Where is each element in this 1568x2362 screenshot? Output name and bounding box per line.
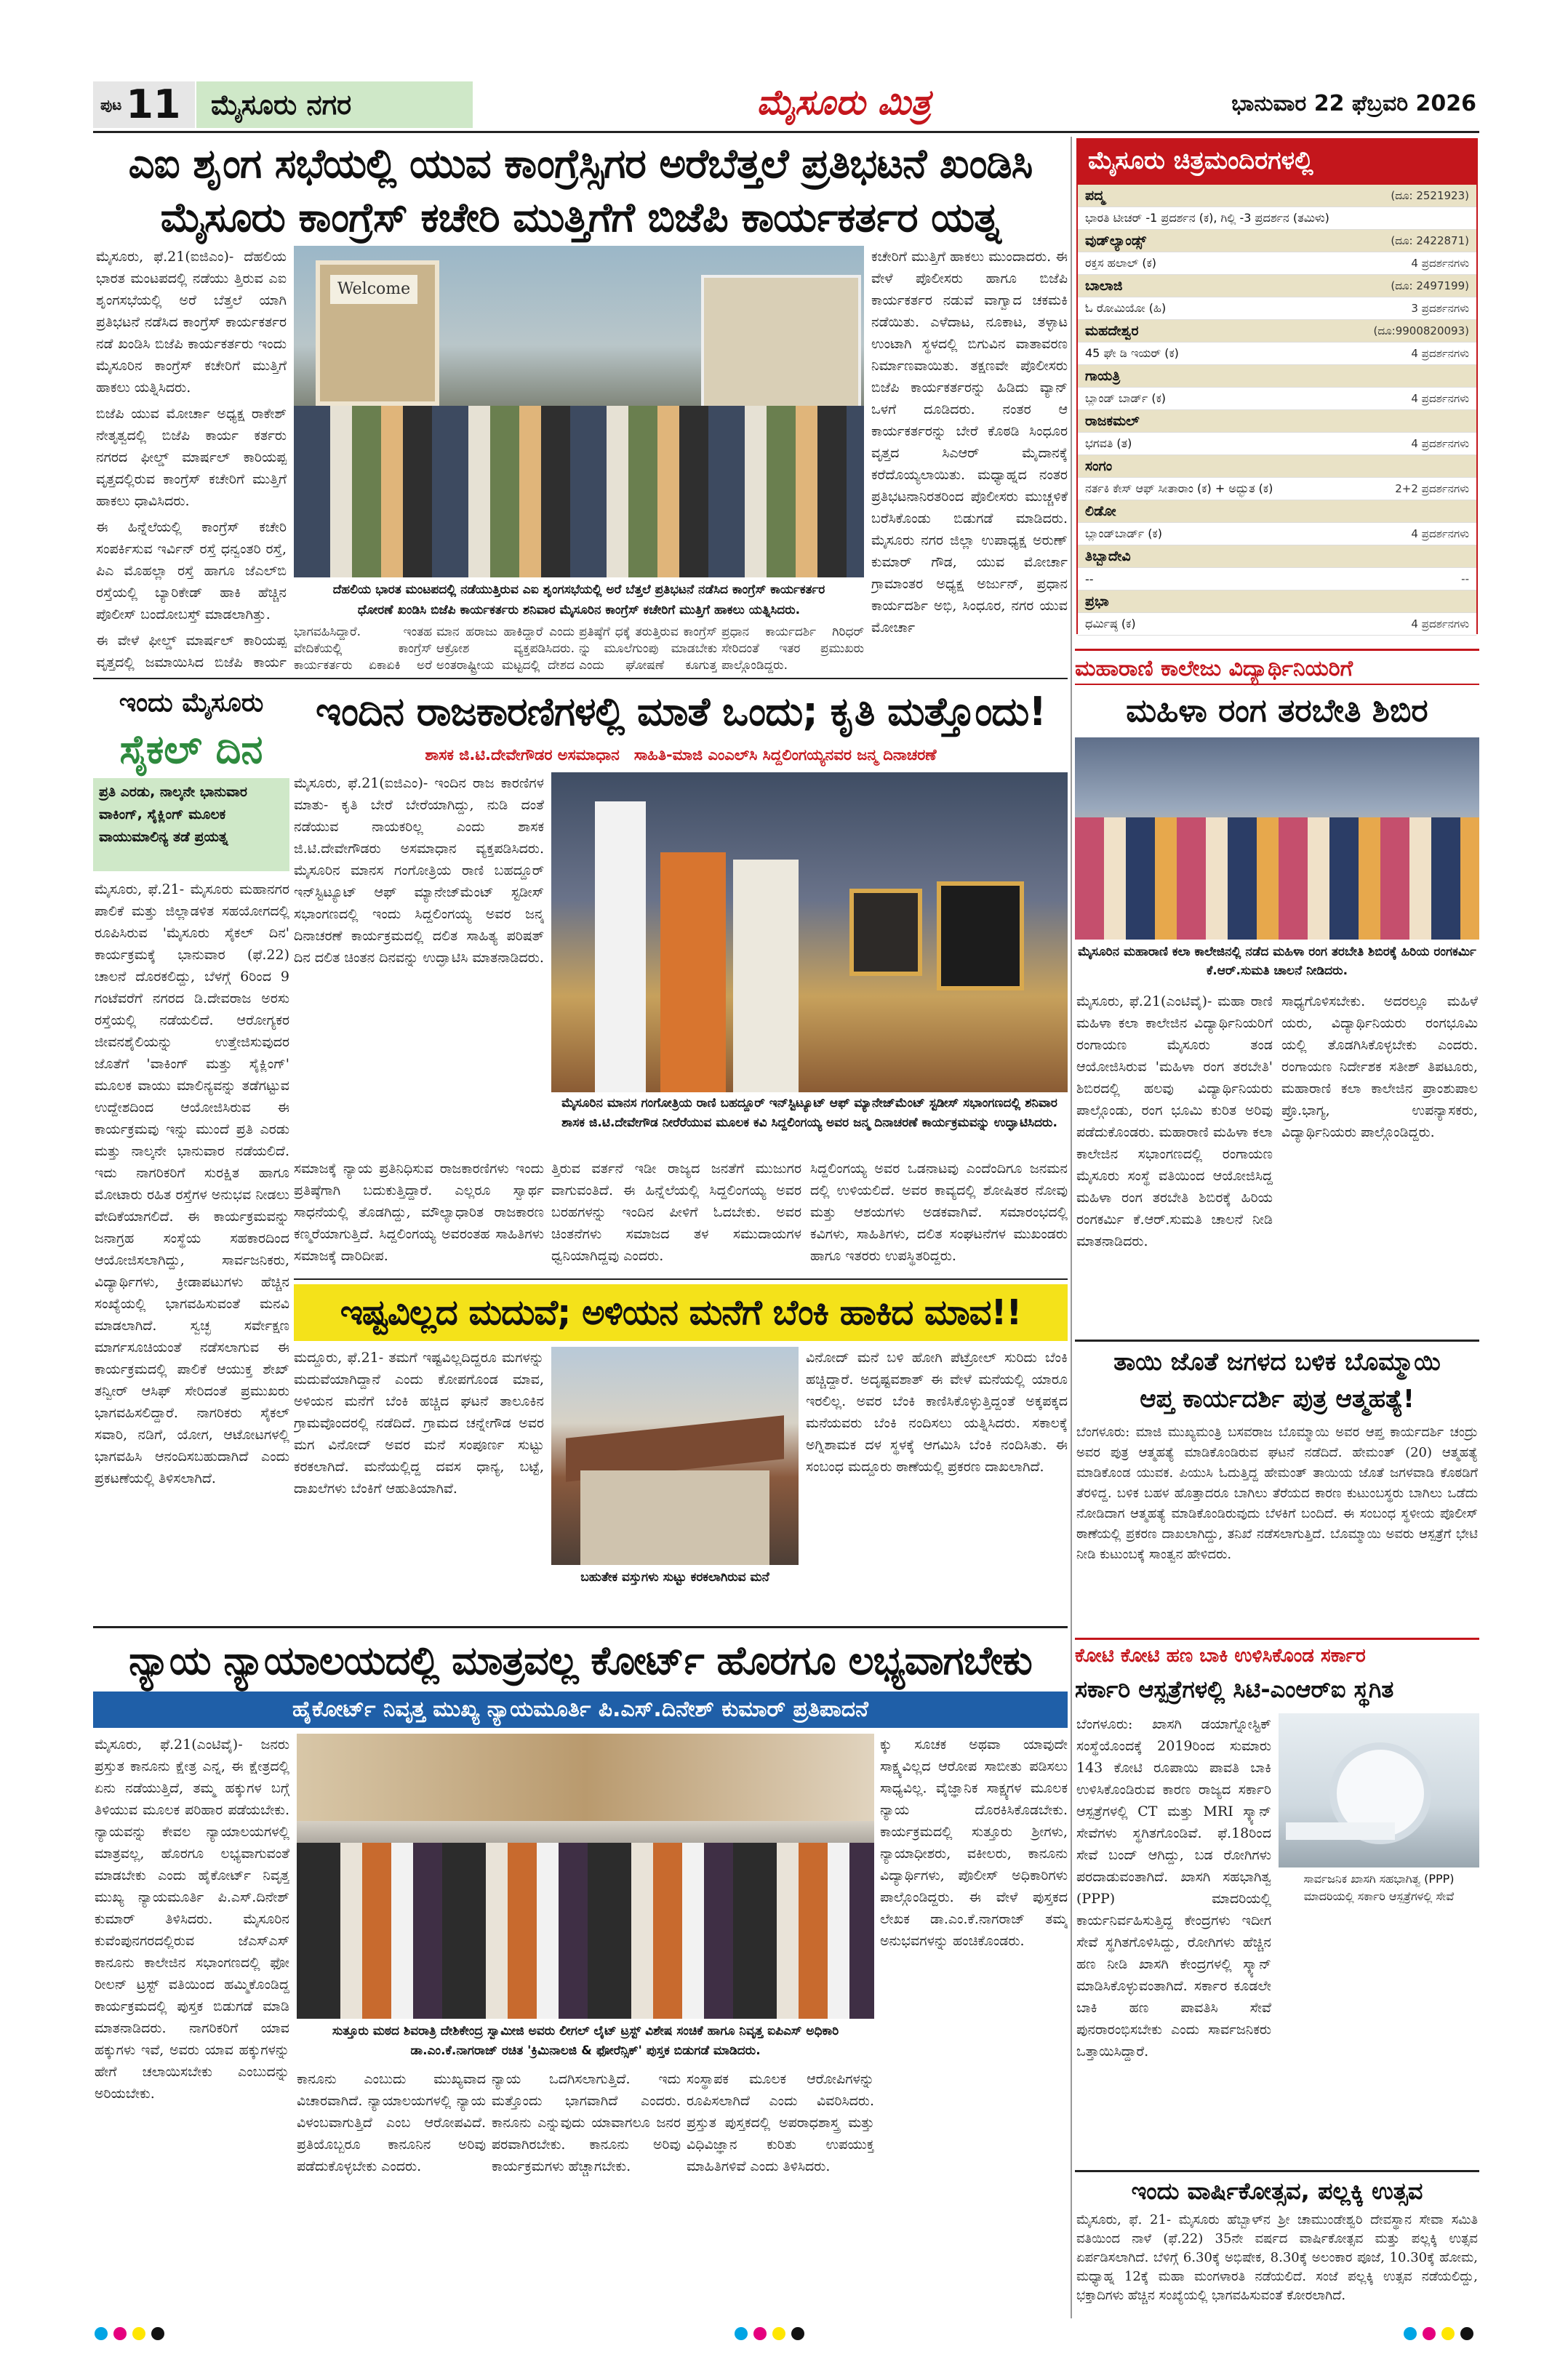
- cycle-deck: ಪ್ರತಿ ಎರಡು, ನಾಲ್ಕನೇ ಭಾನುವಾರ ವಾಕಿಂಗ್, ಸೈಕ್ಲಿಂಗ್ ಮೂಲಕ ವಾಯುಮಾಲಿನ್ಯ ತಡೆ ಪ್ರಯತ್ನ: [93, 778, 289, 871]
- hospitals-body: ಬೆಂಗಳೂರು: ಖಾಸಗಿ ಡಯಾಗ್ನೋಸ್ಟಿಕ್ ಸಂಸ್ಥೆಯೊಂದಕ್ಕೆ 2019ರಿಂದ ಸುಮಾರು 143 ಕೋಟಿ ರೂಪಾಯಿ ಪಾವತಿ ಬಾಕಿ ಉಳಿಸಿಕೊಂಡಿರುವ ಕಾರಣ ರಾಜ್ಯದ ಸರ್ಕಾರಿ ಆಸ್ಪತ್ರೆಗಳಲ್ಲಿ CT ಮತ್ತು MRI ಸ್ಕ್ಯಾನ್ ಸೇವೆಗಳು ಸ್ಥಗಿತಗೊಂಡಿವೆ. ಫೆ.18ರಿಂದ ಸೇವೆ ಬಂದ್ ಆಗಿದ್ದು, ಬಡ ರೋಗಿಗಳು ಪರದಾಡುವಂತಾಗಿದೆ. ಖಾಸಗಿ ಸಹಭಾಗಿತ್ವ (PPP) ಮಾದರಿಯಲ್ಲಿ ಕಾರ್ಯನಿರ್ವಹಿಸುತ್ತಿದ್ದ ಕೇಂದ್ರಗಳು ಇದೀಗ ಸೇವೆ ಸ್ಥಗಿತಗೊಳಿಸಿದ್ದು, ರೋಗಿಗಳು ಹೆಚ್ಚಿನ ಹಣ ನೀಡಿ ಖಾಸಗಿ ಕೇಂದ್ರಗಳಲ್ಲಿ ಸ್ಕ್ಯಾನ್ ಮಾಡಿಸಿಕೊಳ್ಳುವಂತಾಗಿದೆ. ಸರ್ಕಾರ ಕೂಡಲೇ ಬಾಕಿ ಹಣ ಪಾವತಿಸಿ ಸೇವೆ ಪುನರಾರಂಭಿಸಬೇಕು ಎಂದು ಸಾರ್ವಜನಿಕರು ಒತ್ತಾಯಿಸಿದ್ದಾರೆ.: [1076, 1716, 1271, 2059]
- justice-col-5: ಕ್ಕು ಸೂಚಕ ಅಥವಾ ಯಾವುದೇ ಸಾಕ್ಷ್ಯವಿಲ್ಲದ ಆರೋಪ ಸಾಬೀತು ಪಡಿಸಲು ಸಾಧ್ಯವಿಲ್ಲ. ವೈಜ್ಞಾನಿಕ ಸಾಕ್ಷ್ಯಗಳ ಮೂಲಕ ನ್ಯಾಯ ದೊರಕಿಸಿಕೊಡಬೇಕು. ಕಾರ್ಯಕ್ರಮದಲ್ಲಿ ಸುತ್ತೂರು ಶ್ರೀಗಳು, ನ್ಯಾಯಾಧೀಶರು, ವಕೀಲರು, ಕಾನೂನು ವಿದ್ಯಾರ್ಥಿಗಳು, ಪೊಲೀಸ್ ಅಧಿಕಾರಿಗಳು ಪಾಲ್ಗೊಂಡಿದ್ದರು. ಈ ವೇಳೆ ಪುಸ್ತಕದ ಲೇಖಕ ಡಾ.ಎಂ.ಕೆ.ನಾಗರಾಜ್ ತಮ್ಮ ಅನುಭವಗಳನ್ನು ಹಂಚಿಕೊಂಡರು.: [880, 1737, 1068, 1949]
- divider-lead-right: [1071, 137, 1072, 2318]
- cinema-title: ಮೈಸೂರು ಚಿತ್ರಮಂದಿರಗಳಲ್ಲಿ: [1076, 138, 1478, 183]
- politics-deck-2: ಸಾಹಿತಿ-ಮಾಜಿ ಎಂಎಲ್‌ಸಿ ಸಿದ್ದಲಿಂಗಯ್ಯನವರ ಜನ್ಮ ದಿನಾಚರಣೆ: [633, 746, 937, 764]
- cinema-film-row: [1078, 297, 1476, 320]
- registration-dot-yellow-1: [132, 2327, 145, 2340]
- cinema-film-row: [1078, 433, 1476, 455]
- cinema-film-row: [1078, 252, 1476, 275]
- cinema-row-info: 4 ಪ್ರದರ್ಶನಗಳು: [1411, 617, 1469, 630]
- maharani-kicker: ಮಹಾರಾಣಿ ಕಾಲೇಜು ವಿದ್ಯಾರ್ಥಿನಿಯರಿಗೆ: [1075, 649, 1479, 685]
- politics-caption: ಮೈಸೂರಿನ ಮಾನಸ ಗಂಗೋತ್ರಿಯ ರಾಣಿ ಬಹದ್ದೂರ್ ಇನ್‌ಸ್ಟಿಟ್ಯೂಟ್ ಆಫ್ ಮ್ಯಾನೇಜ್‌ಮೆಂಟ್ ಸ್ಟಡೀಸ್ ಸಭಾಂಗಣದಲ್ಲಿ ಶನಿವಾರ ಶಾಸಕ ಜಿ.ಟಿ.ದೇವೇಗೌಡ ನೀರೆರೆಯುವ ಮೂಲಕ ಕವಿ ಸಿದ್ದಲಿಂಗಯ್ಯ ಅವರ ಜನ್ಮ ದಿನಾಚರಣೆ ಕಾರ್ಯಕ್ರಮವನ್ನು ಉದ್ಘಾಟಿಸಿದರು.: [561, 1096, 1057, 1130]
- lead-headline-1: ಎಐ ಶೃಂಗ ಸಭೆಯಲ್ಲಿ ಯುವ ಕಾಂಗ್ರೆಸ್ಸಿಗರ ಅರೆಬೆತ್ತಲೆ ಪ್ರತಿಭಟನೆ ಖಂಡಿಸಿ: [128, 140, 1033, 188]
- issue-date: ಭಾನುವಾರ 22 ಫೆಬ್ರವರಿ 2026: [1231, 91, 1476, 116]
- cinema-row-info: 3 ಪ್ರದರ್ಶನಗಳು: [1411, 302, 1469, 315]
- cinema-row-name: ಓ ರೋಮಿಯೋ (ಹಿ): [1085, 301, 1167, 315]
- cinema-list: [1076, 183, 1478, 634]
- cinema-theatre-row: [1078, 185, 1476, 207]
- cinema-film-row: [1078, 478, 1476, 500]
- cinema-row-name: --: [1085, 572, 1094, 586]
- lead-p1: ಮೈಸೂರು, ಫೆ.21(ಐಜಿಎಂ)- ದೆಹಲಿಯ ಭಾರತ ಮಂಟಪದಲ್ಲಿ ನಡೆಯು ತ್ತಿರುವ ಎಐ ಶೃಂಗಸಭೆಯಲ್ಲಿ ಅರೆ ಬೆತ್ತಲೆ ಯಾಗಿ ಪ್ರತಿಭಟನೆ ನಡೆಸಿದ ಕಾಂಗ್ರೆಸ್ ಕಾರ್ಯಕರ್ತರ ನಡೆ ಖಂಡಿಸಿ ಬಿಜೆಪಿ ಕಾರ್ಯಕರ್ತರು ಇಂದು ಮೈಸೂರಿನ ಕಾಂಗ್ರೆಸ್ ಕಚೇರಿಗೆ ಮುತ್ತಿಗೆ ಹಾಕಲು ಯತ್ನಿಸಿದರು.: [96, 249, 287, 396]
- lead-p2: ಬಿಜೆಪಿ ಯುವ ಮೋರ್ಚಾ ಅಧ್ಯಕ್ಷ ರಾಕೇಶ್ ನೇತೃತ್ವದಲ್ಲಿ ಬಿಜೆಪಿ ಕಾರ್ಯ ಕರ್ತರು ನಗರದ ಫೀಲ್ಡ್ ಮಾರ್ಷಲ್ ಕಾರಿಯಪ್ಪ ವೃತ್ತದಲ್ಲಿರುವ ಕಾಂಗ್ರೆಸ್ ಕಚೇರಿಗೆ ಮುತ್ತಿಗೆ ಹಾಕಲು ಧಾವಿಸಿದರು.: [96, 406, 287, 509]
- hospitals-caption: ಸಾರ್ವಜನಿಕ ಖಾಸಗಿ ಸಹಭಾಗಿತ್ವ (PPP) ಮಾದರಿಯಲ್ಲಿ ಸರ್ಕಾರಿ ಆಸ್ಪತ್ರೆಗಳಲ್ಲಿ ಸೇವೆ: [1303, 1872, 1455, 1903]
- cinema-film-row: [1078, 523, 1476, 545]
- paper-logo: ಮೈಸೂರು ಮಿತ್ರ: [756, 82, 931, 123]
- lead-p4: ಈ ವೇಳೆ ಫೀಲ್ಡ್ ಮಾರ್ಷಲ್ ಕಾರಿಯಪ್ಪ ವೃತ್ತದಲ್ಲಿ ಜಮಾಯಿಸಿದ ಬಿಜೆಪಿ ಕಾರ್ಯ: [96, 633, 287, 670]
- hospitals-headline: ಸರ್ಕಾರಿ ಆಸ್ಪತ್ರೆಗಳಲ್ಲಿ ಸಿಟಿ-ಎಂಆರ್‌ಐ ಸ್ಥಗಿತ: [1075, 1676, 1394, 1703]
- marriage-col-2: ವಿನೋದ್ ಮನೆ ಬಳಿ ಹೋಗಿ ಪೆಟ್ರೋಲ್ ಸುರಿದು ಬೆಂಕಿ ಹಚ್ಚಿದ್ದಾರೆ. ಅದೃಷ್ಟವಶಾತ್ ಈ ವೇಳೆ ಮನೆಯಲ್ಲಿ ಯಾರೂ ಇರಲಿಲ್ಲ. ಅವರ ಬೆಂಕಿ ಕಾಣಿಸಿಕೊಳ್ಳುತ್ತಿದ್ದಂತೆ ಅಕ್ಕಪಕ್ಕದ ಮನೆಯವರು ಬೆಂಕಿ ನಂದಿಸಲು ಯತ್ನಿಸಿದರು. ಸಕಾಲಕ್ಕೆ ಅಗ್ನಿಶಾಮಕ ದಳ ಸ್ಥಳಕ್ಕೆ ಆಗಮಿಸಿ ಬೆಂಕಿ ನಂದಿಸಿತು. ಈ ಸಂಬಂಧ ಮದ್ದೂರು ಠಾಣೆಯಲ್ಲಿ ಪ್ರಕರಣ ದಾಖಲಾಗಿದೆ.: [806, 1350, 1068, 1475]
- cinema-row-info: 4 ಪ್ರದರ್ಶನಗಳು: [1411, 347, 1469, 360]
- cinema-row-name: ರಕ್ತಸ ಹಲಾಲ್ (ಕ): [1085, 256, 1157, 270]
- lead-photo: [294, 246, 864, 577]
- politics-col-3: ಸಿದ್ದಲಿಂಗಯ್ಯ ಅವರ ಒಡನಾಟವು ಎಂದೆಂದಿಗೂ ಜನಮನ ದಲ್ಲಿ ಉಳಿಯಲಿದೆ. ಅವರ ಕಾವ್ಯದಲ್ಲಿ ಶೋಷಿತರ ನೋವು ಮತ್ತು ಆಶಯಗಳು ಅಡಕವಾಗಿವೆ. ಸಮಾರಂಭದಲ್ಲಿ ಕವಿಗಳು, ಸಾಹಿತಿಗಳು, ದಲಿತ ಸಂಘಟನೆಗಳ ಮುಖಂಡರು ಹಾಗೂ ಇತರರು ಉಪಸ್ಥಿತರಿದ್ದರು.: [810, 1161, 1068, 1264]
- cinema-row-name: ಗಾಯತ್ರಿ: [1085, 368, 1121, 384]
- cinema-row-name: 45 ಘೇ ಡಿ ಇಯರ್ (ಕ): [1085, 346, 1179, 360]
- justice-headline: ನ್ಯಾಯ ನ್ಯಾಯಾಲಯದಲ್ಲಿ ಮಾತ್ರವಲ್ಲ ಕೋರ್ಟ್ ಹೊರಗೂ ಲಭ್ಯವಾಗಬೇಕು: [129, 1638, 1032, 1684]
- maharani-photo-people: [1075, 817, 1479, 940]
- cinema-film-row: [1078, 207, 1476, 230]
- registration-dot-cyan-3: [1404, 2327, 1417, 2340]
- cinema-row-info: 4 ಪ್ರದರ್ಶನಗಳು: [1411, 392, 1469, 405]
- maharani-headline: ಮಹಿಳಾ ರಂಗ ತರಬೇತಿ ಶಿಬಿರ: [1126, 692, 1428, 729]
- cinema-film-row: [1078, 613, 1476, 636]
- cinema-row-name: ಲಿಡೋ: [1085, 503, 1116, 519]
- cinema-row-info: --: [1461, 572, 1469, 585]
- marriage-col-1: ಮದ್ದೂರು, ಫೆ.21- ತಮಗೆ ಇಷ್ಟವಿಲ್ಲದಿದ್ದರೂ ಮಗಳನ್ನು ಮದುವೆಯಾಗಿದ್ದಾನೆ ಎಂದು ಕೋಪಗೊಂಡ ಮಾವ, ಅಳಿಯನ ಮನೆಗೆ ಬೆಂಕಿ ಹಚ್ಚಿದ ಘಟನೆ ತಾಲೂಕಿನ ಗ್ರಾಮವೊಂದರಲ್ಲಿ ನಡೆದಿದೆ. ಗ್ರಾಮದ ಚನ್ನೇಗೌಡ ಅವರ ಮಗ ವಿನೋದ್ ಅವರ ಮನೆ ಸಂಪೂರ್ಣ ಸುಟ್ಟು ಕರಕಲಾಗಿದೆ. ಮನೆಯಲ್ಲಿದ್ದ ದವಸ ಧಾನ್ಯ, ಬಟ್ಟೆ, ದಾಖಲೆಗಳು ಬೆಂಕಿಗೆ ಆಹುತಿಯಾಗಿವೆ.: [294, 1350, 544, 1497]
- cinema-row-info: 4 ಪ್ರದರ್ಶನಗಳು: [1411, 527, 1469, 540]
- cycle-kicker: ಇಂದು ಮೈಸೂರು: [119, 688, 264, 718]
- section-name: ಮೈಸೂರು ನಗರ: [196, 81, 473, 128]
- cinema-theatre-row: [1078, 455, 1476, 478]
- maharani-col-1: ಮೈಸೂರು, ಫೆ.21(ಎಂಟಿವೈ)- ಮಹಾ ರಾಣಿ ಮಹಿಳಾ ಕಲಾ ಕಾಲೇಜಿನ ವಿದ್ಯಾರ್ಥಿನಿಯರಿಗೆ ರಂಗಾಯಣ ಮೈಸೂರು ತಂಡ ಆಯೋಜಿಸಿರುವ 'ಮಹಿಳಾ ರಂಗ ತರಬೇತಿ' ಶಿಬಿರದಲ್ಲಿ ಹಲವು ವಿದ್ಯಾರ್ಥಿನಿಯರು ಪಾಲ್ಗೊಂಡು, ರಂಗ ಭೂಮಿ ಕುರಿತ ಅರಿವು ಪಡೆದುಕೊಂಡರು. ಮಹಾರಾಣಿ ಮಹಿಳಾ ಕಲಾ ಕಾಲೇಜಿನ ಸಭಾಂಗಣದಲ್ಲಿ ರಂಗಾಯಣ ಮೈಸೂರು ಸಂಸ್ಥೆ ವತಿಯಿಂದ ಆಯೋಜಿಸಿದ್ದ ಮಹಿಳಾ ರಂಗ ತರಬೇತಿ ಶಿಬಿರಕ್ಕೆ ಹಿರಿಯ ರಂಗಕರ್ಮಿ ಕೆ.ಆರ್.ಸುಮತಿ ಚಾಲನೆ ನೀಡಿ ಮಾತನಾಡಿದರು.: [1076, 993, 1273, 1249]
- page-label: ಪುಟ: [100, 96, 122, 113]
- cinema-row-name: ಭಾರತಿ ಟೀಚರ್ -1 ಪ್ರದರ್ಶನ (ಕ), ಗಿಲ್ಲಿ -3 ಪ್ರದರ್ಶನ (ತಮಿಳು): [1085, 211, 1329, 225]
- cinema-row-info: (ದೂ: 2521923): [1391, 189, 1469, 202]
- hospitals-photo: [1279, 1713, 1479, 1867]
- cinema-row-name: ಸಂಗಂ: [1085, 458, 1113, 474]
- politics-photo-portrait-1: [849, 889, 922, 976]
- masthead-rule: [93, 131, 1479, 133]
- registration-dot-black-2: [791, 2327, 804, 2340]
- marriage-caption: ಬಹುತೇಕ ವಸ್ತುಗಳು ಸುಟ್ಟು ಕರಕಲಾಗಿರುವ ಮನೆ: [580, 1570, 769, 1585]
- politics-deck: [294, 742, 1068, 768]
- cinema-theatre-row: [1078, 500, 1476, 523]
- cinema-row-name: ರಾಜಕಮಲ್: [1085, 413, 1140, 429]
- politics-photo: [551, 772, 1068, 1092]
- justice-top-rule: [93, 1626, 1068, 1628]
- lead-p3: ಈ ಹಿನ್ನೆಲೆಯಲ್ಲಿ ಕಾಂಗ್ರೆಸ್ ಕಚೇರಿ ಸಂಪರ್ಕಿಸುವ ಇರ್ವಿನ್ ರಸ್ತೆ ಧನ್ವಂತರಿ ರಸ್ತೆ, ಪಿಎ ಮೊಹಲ್ಲಾ ರಸ್ತೆ ಹಾಗೂ ಜೆಎಲ್‌ಬಿ ರಸ್ತೆಯಲ್ಲಿ ಬ್ಯಾರಿಕೇಡ್ ಹಾಕಿ ಹೆಚ್ಚಿನ ಪೊಲೀಸ್ ಬಂದೋಬಸ್ತ್ ಮಾಡಲಾಗಿತ್ತು.: [96, 519, 287, 622]
- hospitals-kicker: ಕೋಟಿ ಕೋಟಿ ಹಣ ಬಾಕಿ ಉಳಿಸಿಕೊಂಡ ಸರ್ಕಾರ: [1075, 1638, 1479, 1670]
- justice-photo-people: [297, 1843, 874, 2019]
- page-number: 11: [126, 81, 181, 127]
- justice-photo-banner: [297, 1734, 874, 1821]
- cinema-row-info: 2+2 ಪ್ರದರ್ಶನಗಳು: [1395, 482, 1469, 495]
- registration-dot-magenta-3: [1423, 2327, 1436, 2340]
- lead-mid-col-4: ಪ್ರಧಾನ ಕಾರ್ಯದರ್ಶಿ ಗಿರಿಧರ್ ಸೇರಿದಂತೆ ಇತರ ಪ್ರಮುಖರು ಪಾಲ್ಗೊಂಡಿದ್ದರು.: [721, 625, 864, 673]
- cinema-row-name: ಬಾಲಾಜಿ: [1085, 278, 1123, 294]
- anniversary-body: ಮೈಸೂರು, ಫೆ. 21- ಮೈಸೂರು ಹೆಬ್ಬಾಳ್‌ನ ಶ್ರೀ ಚಾಮುಂಡೇಶ್ವರಿ ದೇವಸ್ಥಾನ ಸೇವಾ ಸಮಿತಿ ವತಿಯಿಂದ ನಾಳೆ (ಫೆ.22) 35ನೇ ವರ್ಷದ ವಾರ್ಷಿಕೋತ್ಸವ ಮತ್ತು ಪಲ್ಲಕ್ಕಿ ಉತ್ಸವ ಏರ್ಪಡಿಸಲಾಗಿದೆ. ಬೆಳಿಗ್ಗೆ 6.30ಕ್ಕೆ ಅಭಿಷೇಕ, 8.30ಕ್ಕೆ ಅಲಂಕಾರ ಪೂಜೆ, 10.30ಕ್ಕೆ ಹೋಮ, ಮಧ್ಯಾಹ್ನ 12ಕ್ಕೆ ಮಹಾ ಮಂಗಳಾರತಿ ನಡೆಯಲಿದೆ. ಸಂಜೆ ಪಲ್ಲಕ್ಕಿ ಉತ್ಸವ ನಡೆಯಲಿದ್ದು, ಭಕ್ತಾದಿಗಳು ಹೆಚ್ಚಿನ ಸಂಖ್ಯೆಯಲ್ಲಿ ಭಾಗವಹಿಸುವಂತೆ ಕೋರಲಾಗಿದೆ.: [1076, 2212, 1478, 2303]
- cinema-row-name: ವುಡ್‌ಲ್ಯಾಂಡ್ಸ್: [1085, 233, 1146, 249]
- registration-dot-cyan-1: [95, 2327, 108, 2340]
- registration-dot-black-3: [1460, 2327, 1473, 2340]
- cinema-row-name: ತಿಬ್ಬಾದೇವಿ: [1085, 548, 1131, 564]
- justice-photo: [297, 1734, 874, 2019]
- cinema-row-info: 4 ಪ್ರದರ್ಶನಗಳು: [1411, 437, 1469, 450]
- politics-intro: ಮೈಸೂರು, ಫೆ.21(ಐಜಿಎಂ)- ಇಂದಿನ ರಾಜ ಕಾರಣಿಗಳ ಮಾತು- ಕೃತಿ ಬೇರೆ ಬೇರೆಯಾಗಿದ್ದು, ನುಡಿ ದಂತೆ ನಡೆಯುವ ನಾಯಕರಿಲ್ಲ ಎಂದು ಶಾಸಕ ಜಿ.ಟಿ.ದೇವೇಗೌಡರು ಅಸಮಾಧಾನ ವ್ಯಕ್ತಪಡಿಸಿದರು. ಮೈಸೂರಿನ ಮಾನಸ ಗಂಗೋತ್ರಿಯ ರಾಣಿ ಬಹದ್ದೂರ್ ಇನ್‌ಸ್ಟಿಟ್ಯೂಟ್ ಆಫ್ ಮ್ಯಾನೇಜ್‌ಮೆಂಟ್ ಸ್ಟಡೀಸ್ ಸಭಾಂಗಣದಲ್ಲಿ ಇಂದು ಸಿದ್ದಲಿಂಗಯ್ಯ ಅವರ ಜನ್ಮ ದಿನಾಚರಣೆ ಕಾರ್ಯಕ್ರಮದಲ್ಲಿ ದಲಿತ ಸಾಹಿತ್ಯ ಪರಿಷತ್ ದಿನ ದಲಿತ ಚಿಂತನ ದಿನವನ್ನು ಉದ್ಘಾಟಿಸಿ ಮಾತನಾಡಿದರು.: [294, 775, 544, 966]
- politics-bottom-rule: [294, 1278, 1068, 1280]
- politics-deck-1: ಶಾಸಕ ಜಿ.ಟಿ.ದೇವೇಗೌಡರ ಅಸಮಾಧಾನ: [425, 746, 620, 764]
- page-number-box: [93, 81, 195, 128]
- cinema-row-info: (ದೂ: 2497199): [1391, 279, 1469, 292]
- cycle-body: ಮೈಸೂರು, ಫೆ.21- ಮೈಸೂರು ಮಹಾನಗರ ಪಾಲಿಕೆ ಮತ್ತು ಜಿಲ್ಲಾಡಳಿತ ಸಹಯೋಗದಲ್ಲಿ ರೂಪಿಸಿರುವ 'ಮೈಸೂರು ಸೈಕಲ್ ದಿನ' ಕಾರ್ಯಕ್ರಮಕ್ಕೆ ಭಾನುವಾರ (ಫೆ.22) ಚಾಲನೆ ದೊರಕಲಿದ್ದು, ಬೆಳಗ್ಗೆ 6ರಿಂದ 9 ಗಂಟೆವರೆಗೆ ನಗರದ ಡಿ.ದೇವರಾಜ ಅರಸು ರಸ್ತೆಯಲ್ಲಿ ನಡೆಯಲಿದೆ. ಆರೋಗ್ಯಕರ ಜೀವನಶೈಲಿಯನ್ನು ಉತ್ತೇಜಿಸುವುದರ ಜೊತೆಗೆ 'ವಾಕಿಂಗ್ ಮತ್ತು ಸೈಕ್ಲಿಂಗ್' ಮೂಲಕ ವಾಯು ಮಾಲಿನ್ಯವನ್ನು ತಡೆಗಟ್ಟುವ ಉದ್ದೇಶದಿಂದ ಆಯೋಜಿಸಿರುವ ಈ ಕಾರ್ಯಕ್ರಮವು ಇನ್ನು ಮುಂದೆ ಪ್ರತಿ ಎರಡು ಮತ್ತು ನಾಲ್ಕನೇ ಭಾನುವಾರ ನಡೆಯಲಿದೆ. ಇದು ನಾಗರಿಕರಿಗೆ ಸುರಕ್ಷಿತ ಹಾಗೂ ಮೋಟಾರು ರಹಿತ ರಸ್ತೆಗಳ ಅನುಭವ ನೀಡಲು ವೇದಿಕೆಯಾಗಲಿದೆ. ಈ ಕಾರ್ಯಕ್ರಮವನ್ನು ಜನಾಗ್ರಹ ಸಂಸ್ಥೆಯ ಸಹಕಾರದಿಂದ ಆಯೋಜಿಸಲಾಗಿದ್ದು, ಸಾರ್ವಜನಿಕರು, ವಿದ್ಯಾರ್ಥಿಗಳು, ಕ್ರೀಡಾಪಟುಗಳು ಹೆಚ್ಚಿನ ಸಂಖ್ಯೆಯಲ್ಲಿ ಭಾಗವಹಿಸುವಂತೆ ಮನವಿ ಮಾಡಲಾಗಿದೆ. ಸ್ವಚ್ಛ ಸರ್ವೇಕ್ಷಣ ಮಾರ್ಗಸೂಚಿಯಂತೆ ನಡೆಸಲಾಗುವ ಈ ಕಾರ್ಯಕ್ರಮದಲ್ಲಿ ಪಾಲಿಕೆ ಆಯುಕ್ತ ಶೇಖ್ ತನ್ವೀರ್ ಆಸಿಫ್ ಸೇರಿದಂತೆ ಪ್ರಮುಖರು ಭಾಗವಹಿಸಲಿದ್ದಾರೆ. ನಾಗರಿಕರು ಸೈಕಲ್ ಸವಾರಿ, ನಡಿಗೆ, ಯೋಗ, ಆಟೋಟಗಳಲ್ಲಿ ಭಾಗವಹಿಸಿ ಆನಂದಿಸಬಹುದಾಗಿದೆ ಎಂದು ಪ್ರಕಟಣೆಯಲ್ಲಿ ತಿಳಿಸಲಾಗಿದೆ.: [95, 881, 289, 1486]
- politics-photo-guest-1: [595, 801, 646, 1092]
- cinema-theatre-row: [1078, 590, 1476, 613]
- cinema-row-info: (ದೂ: 2422871): [1391, 234, 1469, 247]
- cycle-headline: ಸೈಕಲ್ ದಿನ: [119, 726, 263, 772]
- politics-photo-portrait-2: [937, 881, 1024, 990]
- lead-col-right: ಕಚೇರಿಗೆ ಮುತ್ತಿಗೆ ಹಾಕಲು ಮುಂದಾದರು. ಈ ವೇಳೆ ಪೊಲೀಸರು ಹಾಗೂ ಬಿಜೆಪಿ ಕಾರ್ಯಕರ್ತರ ನಡುವೆ ವಾಗ್ವಾದ ಚಕಮಕಿ ನಡೆಯಿತು. ಎಳೆದಾಟ, ನೂಕಾಟ, ತಳ್ಳಾಟ ಉಂಟಾಗಿ ಸ್ಥಳದಲ್ಲಿ ಬಿಗುವಿನ ವಾತಾವರಣ ನಿರ್ಮಾಣವಾಯಿತು. ತಕ್ಷಣವೇ ಪೊಲೀಸರು ಬಿಜೆಪಿ ಕಾರ್ಯಕರ್ತರನ್ನು ಹಿಡಿದು ವ್ಯಾನ್ ಒಳಗೆ ದೂಡಿದರು. ನಂತರ ಆ ಕಾರ್ಯಕರ್ತರನ್ನು ಬೇರೆ ಕೊಠಡಿ ಸಿಂಧೂರ ವೃತ್ತದ ಸಿಎಆರ್ ಮೈದಾನಕ್ಕೆ ಕರೆದೊಯ್ಯಲಾಯಿತು. ಮಧ್ಯಾಹ್ನದ ನಂತರ ಪ್ರತಿಭಟನಾನಿರತರಿಂದ ಪೊಲೀಸರು ಮುಚ್ಚಳಿಕೆ ಬರೆಸಿಕೊಂಡು ಬಿಡುಗಡೆ ಮಾಡಿದರು. ಮೈಸೂರು ನಗರ ಜಿಲ್ಲಾ ಉಪಾಧ್ಯಕ್ಷ ಅರುಣ್ ಕುಮಾರ್ ಗೌಡ, ಯುವ ಮೋರ್ಚಾ ಗ್ರಾಮಾಂತರ ಅಧ್ಯಕ್ಷ ಅರ್ಜುನ್, ಪ್ರಧಾನ ಕಾರ್ಯದರ್ಶಿ ಅಭಿ, ಸಿಂಧೂರ, ನಗರ ಯುವ ಮೋರ್ಚಾ: [871, 249, 1068, 636]
- registration-dot-black-1: [151, 2327, 164, 2340]
- cinema-row-name: ಪ್ರಭಾ: [1085, 593, 1109, 609]
- justice-col-1: ಮೈಸೂರು, ಫೆ.21(ಎಂಟಿವೈ)- ಜನರು ಪ್ರಸ್ತುತ ಕಾನೂನು ಕ್ಷೇತ್ರ ಎನ್ನ, ಈ ಕ್ಷೇತ್ರದಲ್ಲಿ ಏನು ನಡೆಯುತ್ತಿದೆ, ತಮ್ಮ ಹಕ್ಕುಗಳ ಬಗ್ಗೆ ತಿಳಿಯುವ ಮೂಲಕ ಪರಿಹಾರ ಪಡೆಯಬೇಕು. ನ್ಯಾಯವನ್ನು ಕೇವಲ ನ್ಯಾಯಾಲಯಗಳಲ್ಲಿ ಮಾತ್ರವಲ್ಲ, ಹೊರಗೂ ಲಭ್ಯವಾಗುವಂತೆ ಮಾಡಬೇಕು ಎಂದು ಹೈಕೋರ್ಟ್ ನಿವೃತ್ತ ಮುಖ್ಯ ನ್ಯಾಯಮೂರ್ತಿ ಪಿ.ಎಸ್.ದಿನೇಶ್ ಕುಮಾರ್ ತಿಳಿಸಿದರು. ಮೈಸೂರಿನ ಕುವೆಂಪುನಗರದಲ್ಲಿರುವ ಜೆಎಸ್‌ಎಸ್ ಕಾನೂನು ಕಾಲೇಜಿನ ಸಭಾಂಗಣದಲ್ಲಿ ಫೋ ರೀಲನ್ ಟ್ರಸ್ಟ್ ವತಿಯಿಂದ ಹಮ್ಮಿಕೊಂಡಿದ್ದ ಕಾರ್ಯಕ್ರಮದಲ್ಲಿ ಪುಸ್ತಕ ಬಿಡುಗಡೆ ಮಾಡಿ ಮಾತನಾಡಿದರು. ನಾಗರಿಕರಿಗೆ ಯಾವ ಹಕ್ಕುಗಳು ಇವೆ, ಅವರು ಯಾವ ಹಕ್ಕುಗಳನ್ನು ಹೇಗೆ ಚಲಾಯಿಸಬೇಕು ಎಂಬುದನ್ನು ಅರಿಯಬೇಕು.: [95, 1737, 289, 2102]
- justice-col-2: ಕಾನೂನು ಎಂಬುದು ಮುಖ್ಯವಾದ ವಿಚಾರವಾಗಿದೆ. ನ್ಯಾಯಾಲಯಗಳಲ್ಲಿ ನ್ಯಾಯ ವಿಳಂಬವಾಗುತ್ತಿದೆ ಎಂಬ ಆರೋಪವಿದೆ. ಪ್ರತಿಯೊಬ್ಬರೂ ಕಾನೂನಿನ ಅರಿವು ಪಡೆದುಕೊಳ್ಳಬೇಕು ಎಂದರು.: [297, 2071, 486, 2174]
- maharani-caption: ಮೈಸೂರಿನ ಮಹಾರಾಣಿ ಕಲಾ ಕಾಲೇಜಿನಲ್ಲಿ ನಡೆದ ಮಹಿಳಾ ರಂಗ ತರಬೇತಿ ಶಿಬಿರಕ್ಕೆ ಹಿರಿಯ ರಂಗಕರ್ಮಿ ಕೆ.ಆರ್.ಸುಮತಿ ಚಾಲನೆ ನೀಡಿದರು.: [1078, 945, 1476, 978]
- lead-mid-col-3: ಪ್ರತಿಷ್ಠೆಗೆ ಧಕ್ಕೆ ತರುತ್ತಿರುವ ಕಾಂಗ್ರೆಸ್ ನ್ನು ಮೂಲೆಗುಂಪು ಮಾಡಬೇಕು ಎಂದು ಘೋಷಣೆ ಕೂಗುತ್ತ: [579, 625, 717, 673]
- cinema-theatre-row: [1078, 275, 1476, 297]
- registration-dot-magenta-2: [753, 2327, 767, 2340]
- justice-caption: ಸುತ್ತೂರು ಮಠದ ಶಿವರಾತ್ರಿ ದೇಶಿಕೇಂದ್ರ ಸ್ವಾಮೀಜಿ ಅವರು ಲೀಗಲ್ ಲೈಟ್ ಟ್ರಸ್ಟ್ ವಿಶೇಷ ಸಂಚಿಕೆ ಹಾಗೂ ನಿವೃತ್ತ ಐಪಿಎಸ್ ಅಧಿಕಾರಿ ಡಾ.ಎಂ.ಕೆ.ನಾಗರಾಜ್ ರಚಿತ 'ಕ್ರಿಮಿನಾಲಜಿ & ಫೋರೆನ್ಸಿಕ್' ಪುಸ್ತಕ ಬಿಡುಗಡೆ ಮಾಡಿದರು.: [332, 2024, 839, 2058]
- cinema-row-name: ನರ್ತಕಿ ಕೇಸ್ ಆಫ್ ಸೀತಾರಾಂ (ಕ) + ಅದ್ಭುತ (ಕ): [1085, 481, 1273, 495]
- politics-photo-guest-3: [733, 860, 799, 1092]
- lead-bottom-rule: [93, 678, 1068, 679]
- registration-dot-magenta-1: [113, 2327, 127, 2340]
- cinema-row-name: ಬ್ಲಾಂಡ್‌ಬಾರ್ಡ್ (ಕ): [1085, 527, 1162, 540]
- justice-deck: ಹೈಕೋರ್ಟ್ ನಿವೃತ್ತ ಮುಖ್ಯ ನ್ಯಾಯಮೂರ್ತಿ ಪಿ.ಎಸ್.ದಿನೇಶ್ ಕುಮಾರ್ ಪ್ರತಿಪಾದನೆ: [93, 1692, 1068, 1728]
- politics-headline: ಇಂದಿನ ರಾಜಕಾರಣಿಗಳಲ್ಲಿ ಮಾತೆ ಒಂದು; ಕೃತಿ ಮತ್ತೊಂದು!: [316, 689, 1046, 734]
- marriage-photo: [551, 1347, 799, 1565]
- cinema-row-name: ಭಗವತಿ (ತ): [1085, 436, 1132, 450]
- registration-dot-yellow-2: [772, 2327, 785, 2340]
- lead-col-1: [96, 246, 287, 673]
- dcm-body: ಬೆಂಗಳೂರು: ಮಾಜಿ ಮುಖ್ಯಮಂತ್ರಿ ಬಸವರಾಜ ಬೊಮ್ಮಾಯಿ ಅವರ ಆಪ್ತ ಕಾರ್ಯದರ್ಶಿ ಚಂದ್ರು ಅವರ ಪುತ್ರ ಆತ್ಮಹತ್ಯೆ ಮಾಡಿಕೊಂಡಿರುವ ಘಟನೆ ನಡೆದಿದೆ. ಹೇಮಂತ್ (20) ಆತ್ಮಹತ್ಯೆ ಮಾಡಿಕೊಂಡ ಯುವಕ. ಪಿಯುಸಿ ಓದುತ್ತಿದ್ದ ಹೇಮಂತ್ ತಾಯಿಯ ಜೊತೆ ಜಗಳವಾಡಿ ಕೊಠಡಿಗೆ ತೆರಳಿದ್ದ. ಬಳಿಕ ಬಹಳ ಹೊತ್ತಾದರೂ ಬಾಗಿಲು ತೆರೆಯದ ಕಾರಣ ಕುಟುಂಬಸ್ಥರು ಬಾಗಿಲು ಒಡೆದು ನೋಡಿದಾಗ ಆತ್ಮಹತ್ಯೆ ಮಾಡಿಕೊಂಡಿರುವುದು ಬೆಳಕಿಗೆ ಬಂದಿದೆ. ಈ ಸಂಬಂಧ ಸ್ಥಳೀಯ ಪೊಲೀಸ್ ಠಾಣೆಯಲ್ಲಿ ಪ್ರಕರಣ ದಾಖಲಾಗಿದ್ದು, ತನಿಖೆ ನಡೆಸಲಾಗುತ್ತಿದೆ. ಬೊಮ್ಮಾಯಿ ಅವರು ಆಸ್ಪತ್ರೆಗೆ ಭೇಟಿ ನೀಡಿ ಕುಟುಂಬಕ್ಕೆ ಸಾಂತ್ವನ ಹೇಳಿದರು.: [1076, 1425, 1478, 1562]
- lead-photo-caption-2: ಧೋರಣೆ ಖಂಡಿಸಿ ಬಿಜೆಪಿ ಕಾರ್ಯಕರ್ತರು ಶನಿವಾರ ಮೈಸೂರಿನ ಕಾಂಗ್ರೆಸ್ ಕಚೇರಿಗೆ ಮುತ್ತಿಗೆ ಹಾಕಲು ಯತ್ನಿಸಿದರು.: [357, 603, 801, 617]
- lead-photo-welcome-sign: Welcome: [330, 275, 417, 304]
- cinema-film-row: [1078, 343, 1476, 365]
- cinema-theatre-row: [1078, 320, 1476, 343]
- politics-col-1: ಸಮಾಜಕ್ಕೆ ನ್ಯಾಯ ಪ್ರತಿನಿಧಿಸುವ ರಾಜಕಾರಣಿಗಳು ಇಂದು ಪ್ರತಿಷ್ಠೆಗಾಗಿ ಬದುಕುತ್ತಿದ್ದಾರೆ. ಎಲ್ಲರೂ ಸ್ವಾರ್ಥ ಸಾಧನೆಯಲ್ಲಿ ತೊಡಗಿದ್ದು, ಮೌಲ್ಯಾಧಾರಿತ ರಾಜಕಾರಣ ಕಣ್ಮರೆಯಾಗುತ್ತಿದೆ. ಸಿದ್ದಲಿಂಗಯ್ಯ ಅವರಂತಹ ಸಾಹಿತಿಗಳು ಸಮಾಜಕ್ಕೆ ದಾರಿದೀಪ.: [294, 1161, 544, 1264]
- cinema-row-info: 4 ಪ್ರದರ್ಶನಗಳು: [1411, 257, 1469, 270]
- cinema-row-name: ಪದ್ಮ: [1085, 188, 1105, 204]
- cinema-theatre-row: [1078, 230, 1476, 252]
- maharani-col-2: ಸಾಧ್ಯಗೊಳಿಸಬೇಕು. ಅದರಲ್ಲೂ ಮಹಿಳೆ ಯರು, ವಿದ್ಯಾರ್ಥಿನಿಯರು ರಂಗಭೂಮಿ ಯಲ್ಲಿ ತೊಡಗಿಸಿಕೊಳ್ಳಬೇಕು ಎಂದರು. ರಂಗಾಯಣ ನಿರ್ದೇಶಕ ಸತೀಶ್ ತಿಪಟೂರು, ಮಹಾರಾಣಿ ಕಲಾ ಕಾಲೇಜಿನ ಪ್ರಾಂಶುಪಾಲ ಪ್ರೊ.ಭಾಗ್ಯ, ಉಪನ್ಯಾಸಕರು, ವಿದ್ಯಾರ್ಥಿನಿಯರು ಪಾಲ್ಗೊಂಡಿದ್ದರು.: [1281, 993, 1478, 1140]
- lead-photo-crowd: [294, 406, 864, 577]
- justice-col-3: ನ್ಯಾಯ ಒದಗಿಸಲಾಗುತ್ತಿದೆ. ಇದು ಮತ್ತೊಂದು ಭಾಗವಾಗಿದೆ ಎಂದರು. ಕಾನೂನು ಎನ್ನುವುದು ಯಾವಾಗಲೂ ಜನರ ಪರವಾಗಿರಬೇಕು. ಕಾನೂನು ಅರಿವು ಕಾರ್ಯಕ್ರಮಗಳು ಹೆಚ್ಚಾಗಬೇಕು.: [492, 2071, 681, 2174]
- anniversary-headline: ಇಂದು ವಾರ್ಷಿಕೋತ್ಸವ, ಪಲ್ಲಕ್ಕಿ ಉತ್ಸವ: [1075, 2170, 1479, 2208]
- cinema-row-name: ಧರ್ಮಿಷ್ಠ (ಕ): [1085, 617, 1136, 630]
- cinema-theatre-row: [1078, 365, 1476, 388]
- marriage-headline: ಇಷ್ಟವಿಲ್ಲದ ಮದುವೆ; ಅಳಿಯನ ಮನೆಗೆ ಬೆಂಕಿ ಹಾಕಿದ ಮಾವ!!: [294, 1284, 1068, 1341]
- cinema-film-row: [1078, 388, 1476, 410]
- marriage-photo-wall: [580, 1470, 769, 1565]
- politics-col-2: ತ್ತಿರುವ ವರ್ತನೆ ಇಡೀ ರಾಜ್ಯದ ಜನತೆಗೆ ಮುಜುಗರ ವಾಗುವಂತಿದೆ. ಈ ಹಿನ್ನೆಲೆಯಲ್ಲಿ ಸಿದ್ದಲಿಂಗಯ್ಯ ಅವರ ಬರಹಗಳನ್ನು ಇಂದಿನ ಪೀಳಿಗೆ ಓದಬೇಕು. ಅವರ ಚಿಂತನೆಗಳು ಸಮಾಜದ ತಳ ಸಮುದಾಯಗಳ ಧ್ವನಿಯಾಗಿದ್ದವು ಎಂದರು.: [551, 1161, 801, 1264]
- cinema-theatre-row: [1078, 410, 1476, 433]
- politics-photo-guest-2: [660, 852, 726, 1092]
- cinema-row-name: ಮಹದೇಶ್ವರ: [1085, 323, 1139, 339]
- registration-dot-cyan-2: [735, 2327, 748, 2340]
- cinema-row-info: (ದೂ:9900820093): [1373, 324, 1469, 337]
- hospitals-photo-bed: [1286, 1822, 1395, 1840]
- cinema-theatre-row: [1078, 545, 1476, 568]
- dcm-headline-2: ಆಪ್ತ ಕಾರ್ಯದರ್ಶಿ ಪುತ್ರ ಆತ್ಮಹತ್ಯೆ!: [1140, 1385, 1415, 1414]
- lead-photo-caption-1: ದೆಹಲಿಯ ಭಾರತ ಮಂಟಪದಲ್ಲಿ ನಡೆಯುತ್ತಿರುವ ಎಐ ಶೃಂಗಸಭೆಯಲ್ಲಿ ಅರೆ ಬೆತ್ತಲೆ ಪ್ರತಿಭಟನೆ ನಡೆಸಿದ ಕಾಂಗ್ರೆಸ್ ಕಾರ್ಯಕರ್ತರ: [332, 583, 825, 597]
- cinema-row-name: ಬ್ಲಾಂಡ್ ಬಾರ್ಡ್ (ಕ): [1085, 391, 1167, 405]
- lead-mid-col-2: ಮಾನ ಹರಾಜು ಹಾಕಿದ್ದಾರೆ ಎಂದು ಆಕ್ರೋಶ ವ್ಯಕ್ತಪಡಿಸಿದರು. ಅಂತರಾಷ್ಟ್ರೀಯ ಮಟ್ಟದಲ್ಲಿ ದೇಶದ: [436, 625, 575, 673]
- registration-dot-yellow-3: [1441, 2327, 1455, 2340]
- cinema-film-row: [1078, 568, 1476, 590]
- lead-headline-2: ಮೈಸೂರು ಕಾಂಗ್ರೆಸ್ ಕಚೇರಿ ಮುತ್ತಿಗೆಗೆ ಬಿಜೆಪಿ ಕಾರ್ಯಕರ್ತರ ಯತ್ನ: [160, 194, 1001, 241]
- dcm-headline-1: ತಾಯಿ ಜೊತೆ ಜಗಳದ ಬಳಿಕ ಬೊಮ್ಮಾಯಿ: [1075, 1340, 1479, 1380]
- maharani-photo: [1075, 737, 1479, 940]
- justice-col-4: ಸಂಸ್ಥಾಪಕ ಮೂಲಕ ಆರೋಪಿಗಳನ್ನು ರೂಪಿಸಲಾಗಿದೆ ಎಂದು ವಿವರಿಸಿದರು. ಪ್ರಸ್ತುತ ಪುಸ್ತಕದಲ್ಲಿ ಅಪರಾಧಶಾಸ್ತ್ರ ಮತ್ತು ವಿಧಿವಿಜ್ಞಾನ ಕುರಿತು ಉಪಯುಕ್ತ ಮಾಹಿತಿಗಳಿವೆ ಎಂದು ತಿಳಿಸಿದರು.: [687, 2071, 874, 2174]
- lead-mid-col-1: ಭಾಗವಹಿಸಿದ್ದಾರೆ. ಇಂತಹ ವೇದಿಕೆಯಲ್ಲಿ ಕಾಂಗ್ರೆಸ್ ಕಾರ್ಯಕರ್ತರು ಏಕಾಏಕಿ ಅರೆ: [294, 625, 432, 673]
